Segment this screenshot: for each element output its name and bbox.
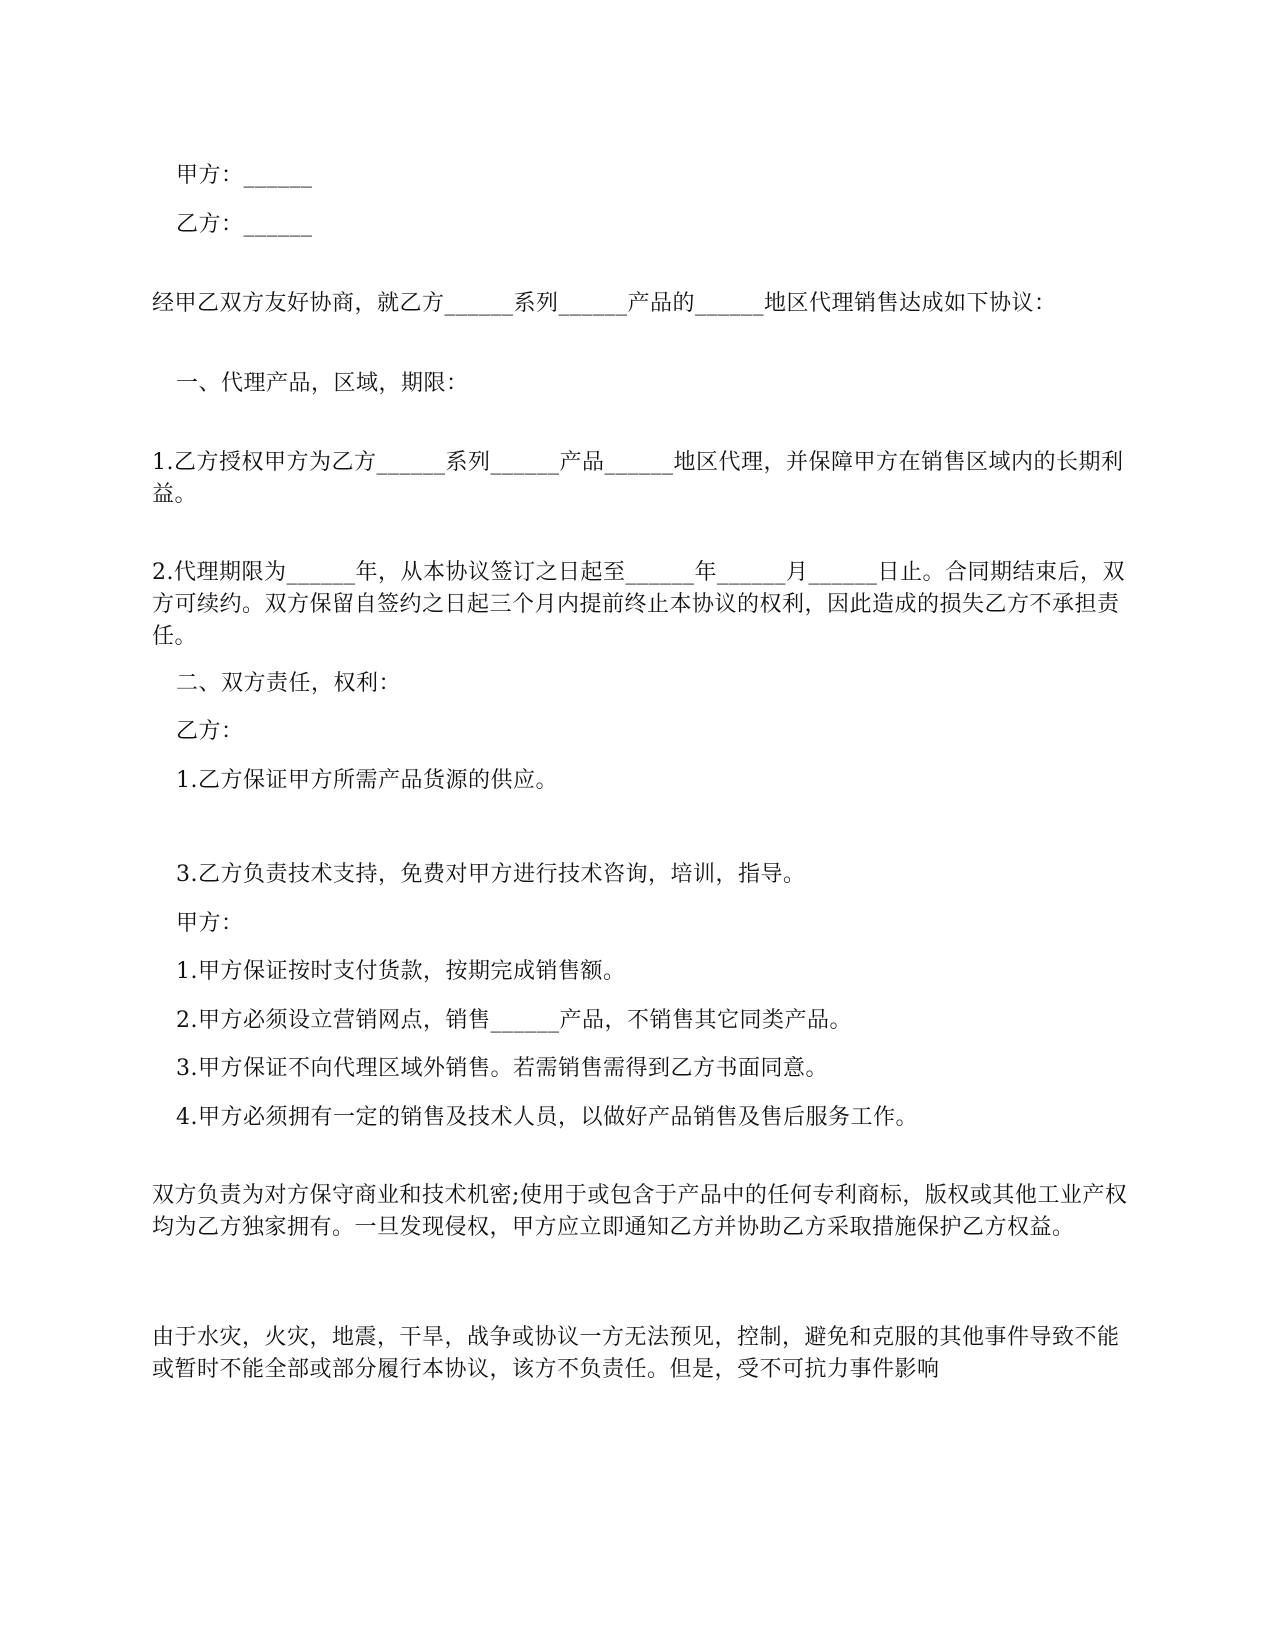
section1-item2: 2.代理期限为______年，从本协议签订之日起至______年______月______日止。合同期结束后，双方可续约。双方保留自签约之日起三个月内提前终止本协议的权利，因此造成的损失乙方不承担责任。 [152, 560, 1125, 649]
party-b-item1: 1.乙方保证甲方所需产品货源的供应。 [176, 768, 558, 793]
party-b-label: 乙方： [176, 719, 244, 744]
force-majeure-paragraph: 由于水灾，火灾，地震，干旱，战争或协议一方无法预见，控制，避免和克服的其他事件导致不能或暂时不能全部或部分履行本协议，该方不负责任。但是，受不可抗力事件影响 [152, 1325, 1120, 1382]
section1-item1: 1.乙方授权甲方为乙方______系列______产品______地区代理，并保障甲方在销售区域内的长期利益。 [152, 450, 1124, 507]
party-a-item3: 3.甲方保证不向代理区域外销售。若需销售需得到乙方书面同意。 [176, 1056, 828, 1081]
section2-heading: 二、双方责任，权利： [176, 671, 402, 696]
party-a-item4: 4.甲方必须拥有一定的销售及技术人员，以做好产品销售及售后服务工作。 [176, 1105, 918, 1130]
party-b-line: 乙方：______ [176, 212, 313, 237]
party-a-item1: 1.甲方保证按时支付货款，按期完成销售额。 [176, 959, 626, 984]
party-b-item3: 3.乙方负责技术支持，免费对甲方进行技术咨询，培训，指导。 [176, 862, 806, 887]
party-a-item2: 2.甲方必须设立营销网点，销售______产品，不销售其它同类产品。 [176, 1008, 852, 1033]
section1-heading: 一、代理产品，区域，期限： [176, 371, 469, 396]
intro-paragraph: 经甲乙双方友好协商，就乙方______系列______产品的______地区代理销售达成如下协议： [152, 291, 1057, 316]
party-a-label: 甲方： [176, 911, 244, 936]
party-a-line: 甲方：______ [176, 163, 313, 188]
confidentiality-paragraph: 双方负责为对方保守商业和技术机密;使用于或包含于产品中的任何专利商标，版权或其他工业产权均为乙方独家拥有。一旦发现侵权，甲方应立即通知乙方并协助乙方采取措施保护乙方权益。 [152, 1183, 1128, 1240]
